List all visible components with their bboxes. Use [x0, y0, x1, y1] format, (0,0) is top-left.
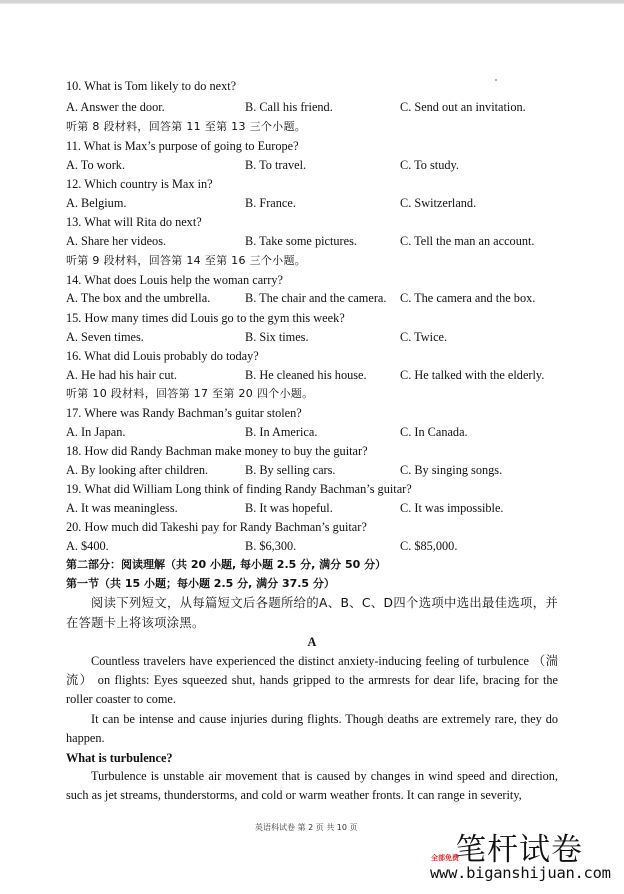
question-17: 17. Where was Randy Bachman’s guitar stolen?	[66, 406, 302, 420]
question-10: 10. What is Tom likely to do next?	[66, 79, 237, 93]
q16-option-c: C. He talked with the elderly.	[400, 368, 545, 382]
passage-label: A	[307, 635, 317, 649]
viewer-top-border	[0, 0, 624, 4]
question-13: 13. What will Rita do next?	[66, 215, 202, 229]
passage-paragraph-1: Countless travelers have experienced the distinct anxiety-inducing feeling of turbulence （湍流） on flights: Eyes squeezed shut, hands gripped to the armrests for dear life, bracing for the roller coaster to come.	[66, 654, 558, 707]
q12-option-b: B. France.	[245, 196, 296, 210]
q15-option-c: C. Twice.	[400, 330, 448, 344]
watermark-brand: 笔杆试卷	[455, 832, 583, 868]
question-15: 15. How many times did Louis go to the gym this week?	[66, 311, 345, 325]
q19-option-a: A. It was meaningless.	[66, 501, 178, 515]
instruction-passage-9: 听第 9 段材料，回答第 14 至第 16 三个小题。	[66, 254, 307, 267]
q14-option-a: A. The box and the umbrella.	[66, 291, 211, 305]
q18-option-b: B. By selling cars.	[245, 463, 336, 477]
q19-option-c: C. It was impossible.	[400, 501, 504, 515]
question-18: 18. How did Randy Bachman make money to buy the guitar?	[66, 444, 368, 458]
scan-speck	[495, 79, 497, 81]
q17-option-b: B. In America.	[245, 425, 318, 439]
q15-option-a: A. Seven times.	[66, 330, 144, 344]
question-20: 20. How much did Takeshi pay for Randy Bachman’s guitar?	[66, 520, 367, 534]
q11-option-c: C. To study.	[400, 158, 459, 172]
q19-option-b: B. It was hopeful.	[245, 501, 333, 515]
q13-option-b: B. Take some pictures.	[245, 234, 357, 248]
q13-option-a: A. Share her videos.	[66, 234, 167, 248]
q11-option-a: A. To work.	[66, 158, 126, 172]
q10-option-a: A. Answer the door.	[66, 100, 165, 114]
passage-paragraph-2: It can be intense and cause injuries during flights. Though deaths are extremely rare, they do happen.	[66, 712, 558, 746]
q14-option-c: C. The camera and the box.	[400, 291, 536, 305]
q13-option-c: C. Tell the man an account.	[400, 234, 535, 248]
q17-option-a: A. In Japan.	[66, 425, 126, 439]
page-footer: 英语科试卷 第 2 页 共 10 页	[255, 823, 358, 832]
q20-option-b: B. $6,300.	[245, 539, 297, 553]
section-one-title: 第一节（共 15 小题；每小题 2.5 分, 满分 37.5 分）	[66, 577, 335, 590]
instruction-passage-8: 听第 8 段材料，回答第 11 至第 13 三个小题。	[66, 120, 307, 133]
watermark-free-tag: 全部免费	[431, 854, 459, 862]
q16-option-b: B. He cleaned his house.	[245, 368, 367, 382]
question-14: 14. What does Louis help the woman carry?	[66, 273, 283, 287]
watermark-url: www.biganshijuan.com	[430, 864, 611, 882]
instruction-passage-10: 听第 10 段材料，回答第 17 至第 20 四个小题。	[66, 387, 314, 400]
q18-option-a: A. By looking after children.	[66, 463, 209, 477]
q20-option-c: C. $85,000.	[400, 539, 458, 553]
q17-option-c: C. In Canada.	[400, 425, 468, 439]
q14-option-b: B. The chair and the camera.	[245, 291, 387, 305]
passage-paragraph-3: Turbulence is unstable air movement that is caused by changes in wind speed and direction, such as jet streams, thunderstorms, and cold or warm weather fronts. It can range in severity,	[66, 769, 558, 803]
q18-option-c: C. By singing songs.	[400, 463, 503, 477]
reading-instructions: 阅读下列短文，从每篇短文后各题所给的A、B、C、D四个选项中选出最佳选项，并在答题卡上将该项涂黑。	[66, 596, 558, 630]
question-11: 11. What is Max’s purpose of going to Europe?	[66, 139, 299, 153]
q12-option-c: C. Switzerland.	[400, 196, 477, 210]
q16-option-a: A. He had his hair cut.	[66, 368, 177, 382]
question-19: 19. What did William Long think of finding Randy Bachman’s guitar?	[66, 482, 412, 496]
question-16: 16. What did Louis probably do today?	[66, 349, 259, 363]
q10-option-c: C. Send out an invitation.	[400, 100, 526, 114]
passage-subheading: What is turbulence?	[66, 751, 173, 765]
q11-option-b: B. To travel.	[245, 158, 307, 172]
q15-option-b: B. Six times.	[245, 330, 309, 344]
part-two-title: 第二部分：阅读理解（共 20 小题, 每小题 2.5 分, 满分 50 分）	[66, 558, 387, 571]
q10-option-b: B. Call his friend.	[245, 100, 333, 114]
q20-option-a: A. $400.	[66, 539, 109, 553]
question-12: 12. Which country is Max in?	[66, 177, 213, 191]
q12-option-a: A. Belgium.	[66, 196, 127, 210]
